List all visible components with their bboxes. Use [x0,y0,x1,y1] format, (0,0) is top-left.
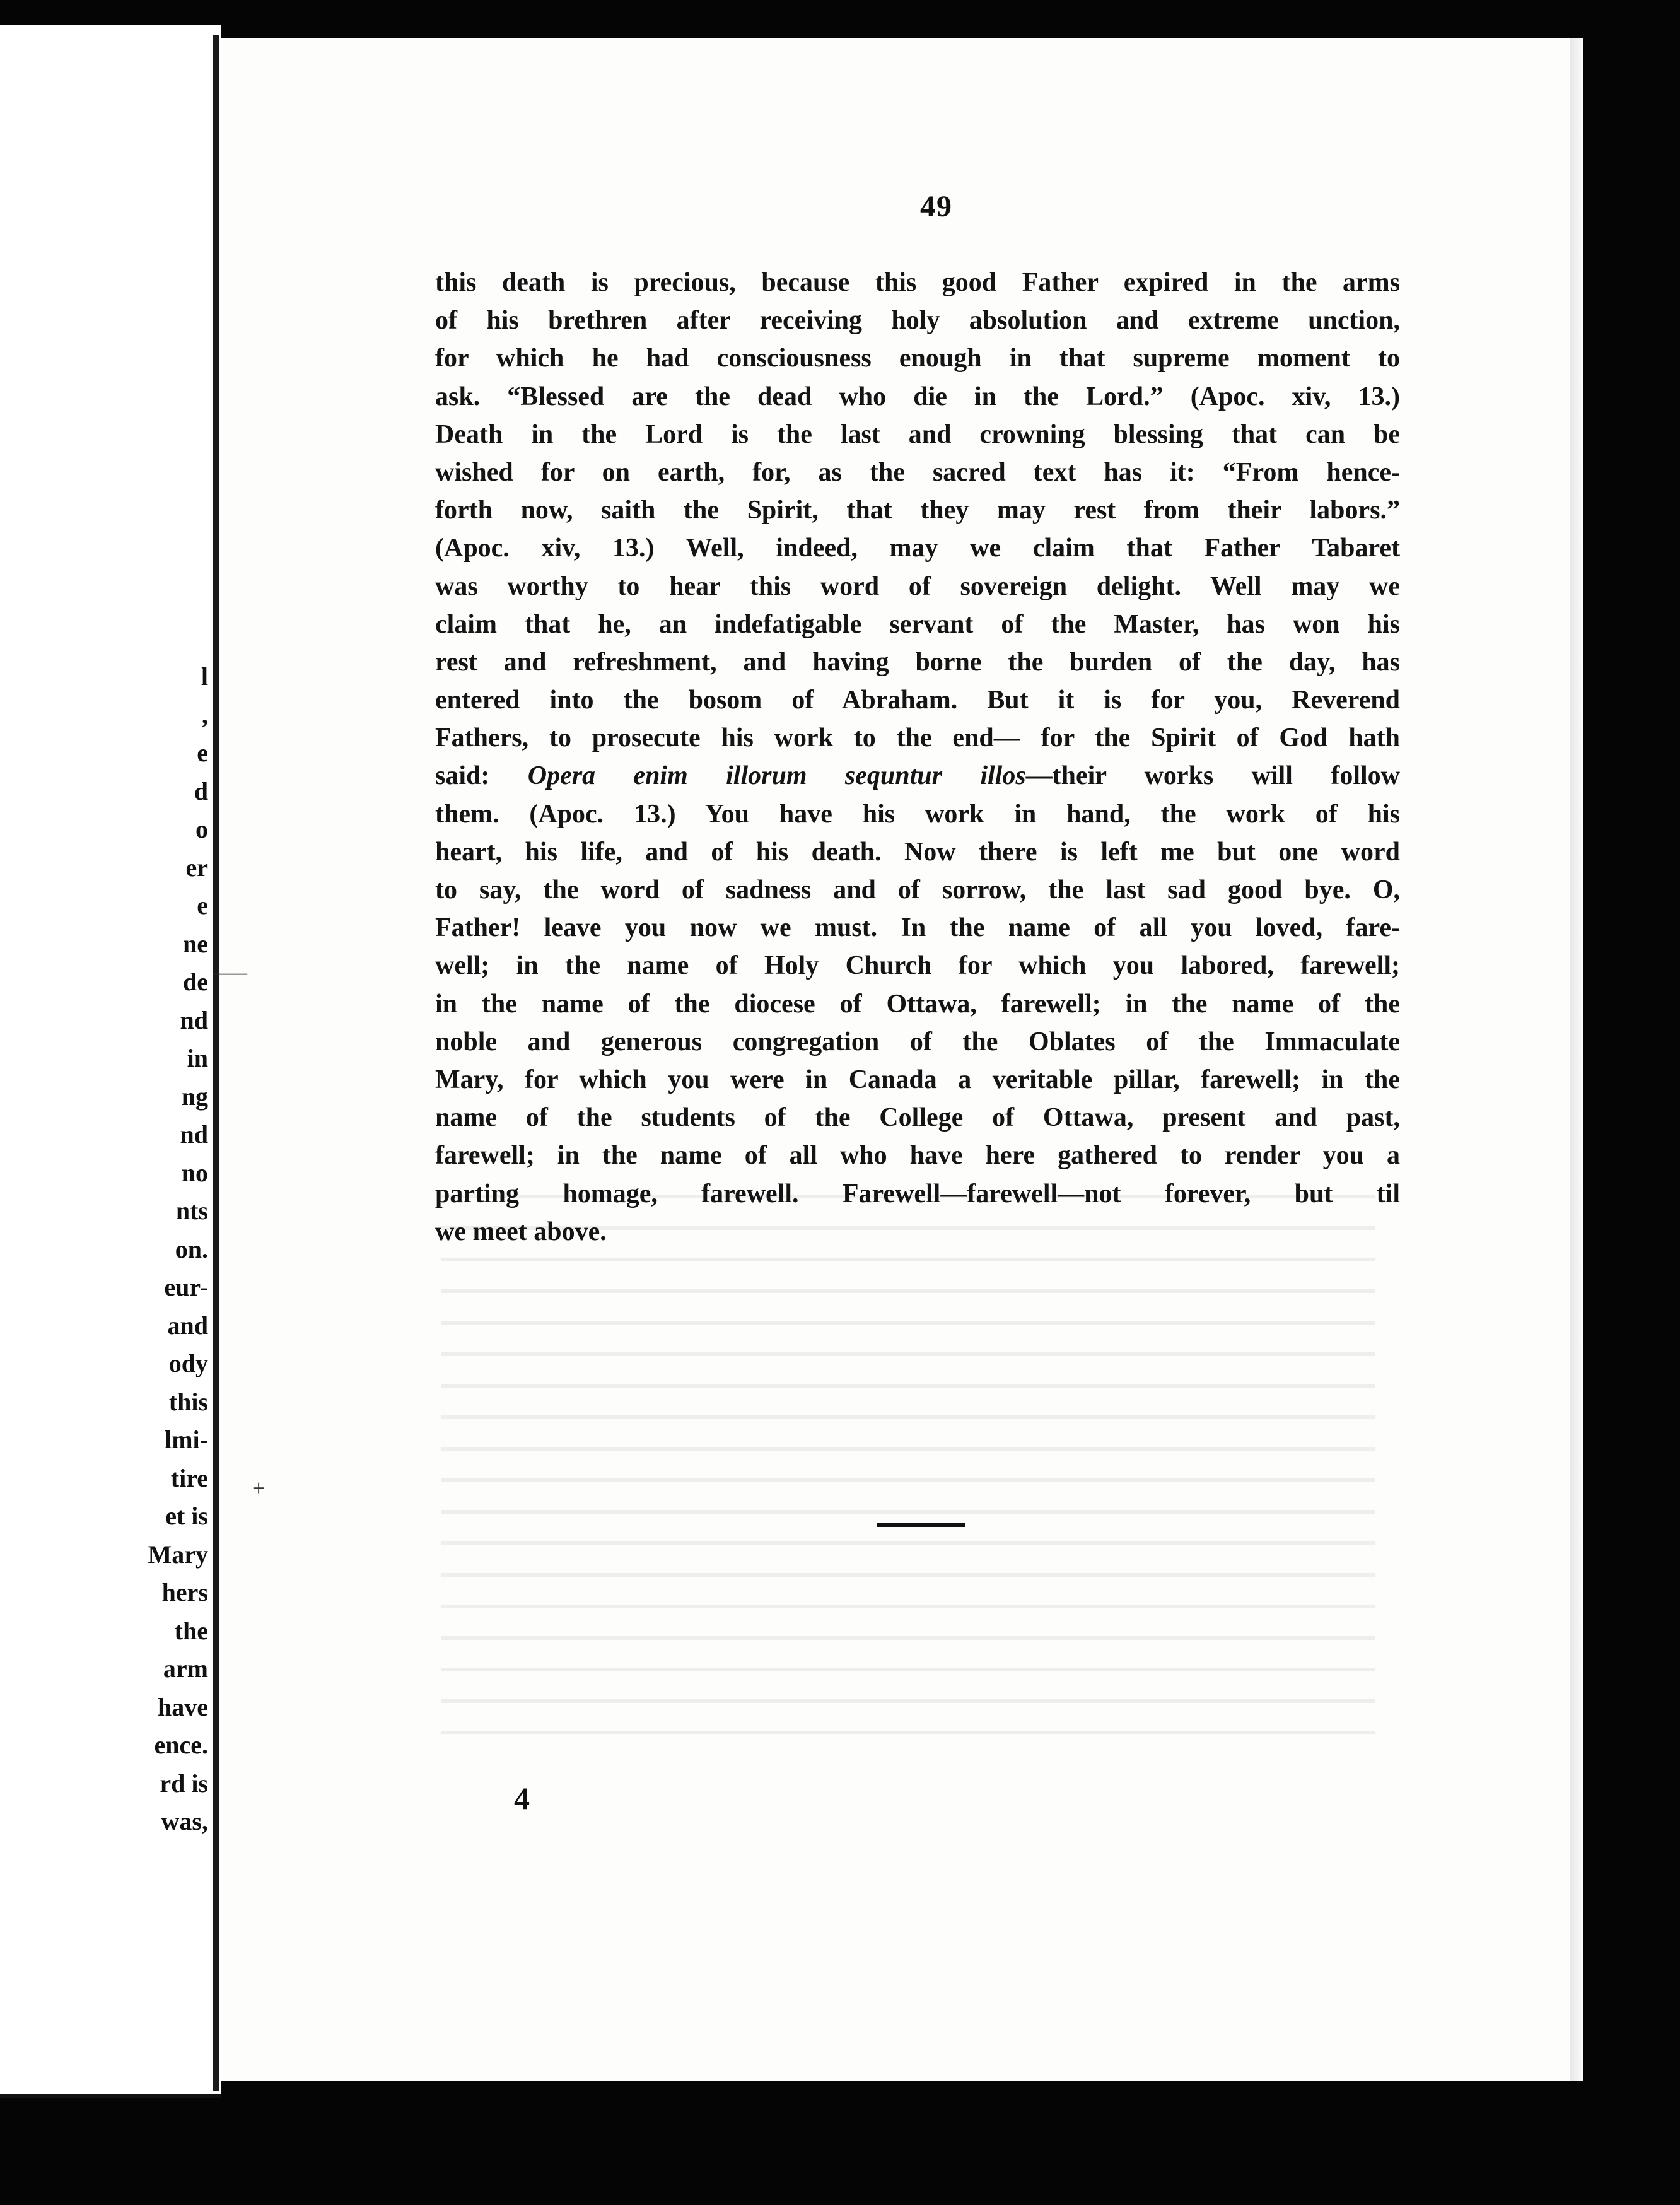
facing-page-fragment: Mary [148,1540,208,1569]
facing-page-fragment: , [202,700,208,729]
facing-page-fragment: ne [183,929,208,958]
text-line-with-latin [435,757,1400,795]
facing-page-fragment: have [158,1692,208,1721]
registration-mark: —– [213,959,247,985]
text-line: name of the students of the College of Ottawa, present and past, [435,1103,1400,1133]
text-line: them. (Apoc. 13.) You have his work in hand, the work of his [435,799,1400,829]
text-line: Death in the Lord is the last and crowning blessing that can be [435,419,1400,449]
page-gutter [213,35,219,2091]
text-line: rest and refreshment, and having borne the burden of the day, has [435,647,1400,677]
text-line: claim that he, an indefatigable servant of the Master, has won his [435,609,1400,639]
facing-page-fragment: eur- [164,1273,208,1301]
facing-page-fragment: nts [175,1196,208,1225]
facing-page-fragment: tire [170,1463,208,1492]
facing-page-fragment: e [197,891,208,920]
facing-page-fragment: et is [165,1502,208,1530]
facing-page-fragment: this [168,1387,208,1416]
facing-page-fragment: hers [161,1578,208,1606]
facing-page-fragment: ence. [154,1731,208,1759]
text-line: Fathers, to prosecute his work to the end— for the Spirit of God hath [435,723,1400,753]
facing-page-fragment: arm [163,1654,208,1683]
facing-page-fragment: was, [161,1807,208,1835]
facing-page-fragment: no [181,1158,208,1187]
text-line: noble and generous congregation of the Oblates of the Immaculate [435,1027,1400,1056]
facing-page-fragment: and [167,1311,208,1340]
text-line: entered into the bosom of Abraham. But it is for you, Reverend [435,686,1400,715]
page-edge [1570,38,1583,2081]
said-label: said: [435,761,490,791]
text-line: for which he had consciousness enough in that supreme moment to [435,344,1400,373]
facing-page-fragment: lmi- [165,1425,208,1454]
facing-page-fragment: ng [181,1082,208,1111]
text-line: (Apoc. xiv, 13.) Well, indeed, may we claim that Father Tabaret [435,534,1400,563]
latin-follow: —their works will follow [1025,761,1400,791]
text-line: well; in the name of Holy Church for which you labored, farewell; [435,951,1400,981]
show-through-ghost-text [441,1167,1375,1734]
facing-page-fragment: er [185,853,208,882]
text-line: forth now, saith the Spirit, that they may rest from their labors.” [435,496,1400,525]
text-line: Mary, for which you were in Canada a veritable pillar, farewell; in the [435,1065,1400,1094]
facing-page-fragment: de [183,968,208,996]
text-line: heart, his life, and of his death. Now there is left me but one word [435,837,1400,867]
facing-page-fragment: rd is [160,1769,208,1798]
facing-page-fragment: in [187,1044,208,1072]
facing-page [0,25,221,2098]
facing-page-fragment: l [201,662,208,691]
facing-page-fragment: nd [180,1005,208,1034]
facing-page-fragment: e [197,739,208,767]
text-line: wished for on earth, for, as the sacred text has it: “From hence- [435,457,1400,487]
text-line: we meet above. [435,1217,607,1246]
facing-page-fragment: ody [168,1349,208,1377]
text-line: ask. “Blessed are the dead who die in the Lord.” (Apoc. xiv, 13.) [435,382,1400,411]
text-line: was worthy to hear this word of sovereign delight. Well may we [435,571,1400,601]
text-line: Father! leave you now we must. In the name of all you loved, fare- [435,913,1400,943]
text-line: of his brethren after receiving holy absolution and extreme unction, [435,306,1400,336]
facing-page-fragment: on. [175,1234,208,1263]
facing-page-fragment: o [195,815,208,843]
facing-page-fragment: the [174,1616,208,1645]
registration-mark: + [252,1475,265,1500]
text-line: in the name of the diocese of Ottawa, farewell; in the name of the [435,989,1400,1019]
section-rule [877,1523,965,1527]
body-text [435,264,1400,1251]
page-number: 49 [920,190,953,223]
facing-page-fragment: nd [180,1120,208,1149]
text-line: parting homage, farewell. Farewell—farewell—not forever, but til [435,1179,1400,1208]
text-line: to say, the word of sadness and of sorrow, the last sad good bye. O, [435,875,1400,904]
latin-quote: Opera enim illorum sequntur illos [527,761,1026,791]
facing-page-fragment: d [194,776,208,805]
text-line: farewell; in the name of all who have here gathered to render you a [435,1141,1400,1171]
text-line: this death is precious, because this good Father expired in the arms [435,268,1400,297]
signature-mark: 4 [514,1781,530,1816]
